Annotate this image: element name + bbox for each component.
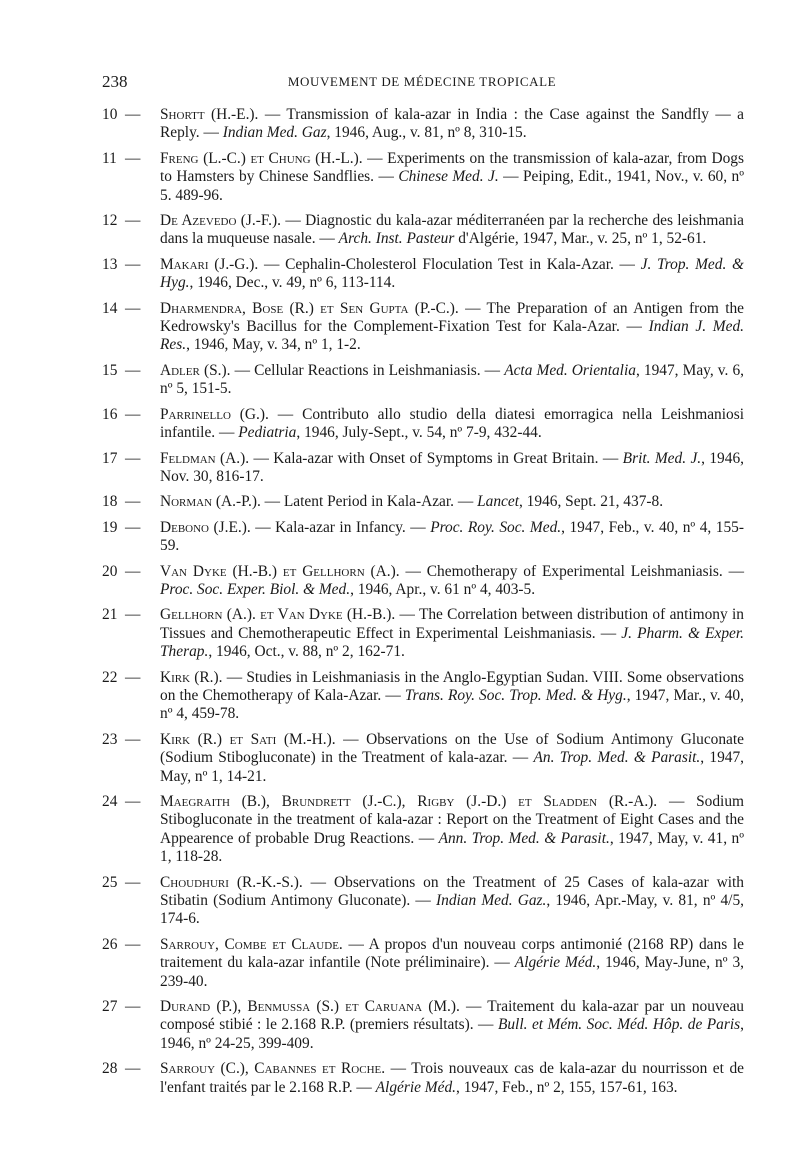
reference-entry: [102, 493, 744, 511]
reference-dash: —: [125, 449, 141, 467]
reference-details: , 1947, Feb., nº 2, 155, 157-61, 163.: [456, 1078, 678, 1096]
reference-source: Proc. Roy. Soc. Med.: [430, 518, 562, 536]
reference-authors: Van Dyke (H.-B.) et Gellhorn (A.).: [160, 562, 400, 580]
reference-title: — Trois nouveaux cas de kala-azar du nourrisson et de l'enfant traités par le 2.168 R.P. —: [160, 1060, 744, 1096]
reference-source: Indian Med. Gaz.: [436, 892, 547, 910]
reference-details: , 1946, July-Sept., v. 54, nº 7-9, 432-44.: [296, 424, 542, 442]
reference-details: , 1946, Nov. 30, 816-17.: [160, 449, 744, 485]
reference-details: , 1947, May, nº 1, 14-21.: [160, 749, 745, 785]
reference-details: — Peiping, Edit., 1941, Nov., v. 60, nº 5. 489-96.: [160, 168, 744, 204]
reference-authors: Freng (L.-C.) et Chung (H.-L.).: [160, 149, 363, 167]
reference-number: 18: [102, 493, 118, 511]
reference-dash: —: [125, 361, 141, 379]
reference-entry: [102, 1060, 744, 1097]
reference-entry: [102, 300, 744, 355]
reference-dash: —: [125, 935, 141, 953]
page-number: 238: [102, 72, 128, 91]
reference-dash: —: [125, 873, 141, 891]
reference-source: Acta Med. Orientalia: [504, 361, 636, 379]
reference-source: Indian J. Med. Res.: [160, 318, 744, 354]
reference-dash: —: [125, 149, 141, 167]
reference-number: 21: [102, 606, 118, 624]
reference-details: , 1947, May, v. 6, nº 5, 151-5.: [160, 361, 745, 398]
reference-title: — Latent Period in Kala-Azar. —: [264, 493, 474, 511]
reference-details: , 1946, Aug., v. 81, nº 8, 310-15.: [326, 124, 527, 142]
reference-source: Algérie Méd.: [514, 954, 597, 972]
reference-dash: —: [125, 998, 141, 1016]
reference-entry: [102, 450, 744, 487]
reference-entry: [102, 936, 744, 991]
reference-authors: Shortt (H.-E.).: [160, 106, 259, 123]
reference-source: Ann. Trop. Med. & Parasit.: [438, 829, 610, 847]
reference-source: Bull. et Mém. Soc. Méd. Hôp. de Paris: [497, 1016, 741, 1034]
reference-title: — Observations on the Use of Sodium Antimony Gluconate (Sodium Stibogluconate) in the Treatment of kala-azar. —: [160, 730, 744, 767]
reference-details: , 1946, Apr., v. 61 nº 4, 403-5.: [350, 580, 536, 598]
reference-authors: Makari (J.-G.).: [160, 255, 259, 273]
reference-number: 12: [102, 212, 118, 230]
reference-entry: [102, 256, 744, 293]
reference-dash: —: [125, 1060, 141, 1078]
reference-dash: —: [125, 518, 141, 536]
reference-source: Indian Med. Gaz: [222, 124, 327, 142]
reference-source: An. Trop. Med. & Parasit.: [533, 749, 701, 767]
reference-number: 13: [102, 255, 118, 273]
reference-number: 16: [102, 405, 118, 423]
reference-authors: Choudhuri (R.-K.-S.).: [160, 873, 303, 891]
reference-source: Chinese Med. J.: [398, 168, 499, 186]
reference-entry: [102, 731, 744, 786]
reference-authors: Kirk (R.) et Sati (M.-H.).: [160, 730, 336, 748]
reference-details: , 1946, nº 24-25, 399-409.: [160, 1016, 744, 1052]
reference-source: Pediatria: [238, 424, 297, 442]
reference-dash: —: [125, 793, 141, 810]
reference-number: 14: [102, 299, 118, 317]
reference-source: Proc. Soc. Exper. Biol. & Med.: [160, 580, 351, 598]
reference-details: , 1946, Sept. 21, 437-8.: [518, 493, 664, 511]
reference-authors: Norman (A.-P.).: [160, 493, 261, 511]
reference-dash: —: [125, 493, 141, 511]
reference-title: — Traitement du kala-azar par un nouveau composé stibié : le 2.168 R.P. (premiers résultats). —: [160, 998, 745, 1034]
reference-details: d'Algérie, 1947, Mar., v. 25, nº 1, 52-61.: [454, 230, 707, 248]
reference-number: 10: [102, 106, 118, 123]
reference-title: — The Correlation between distribution of antimony in Tissues and Chemotherapeutic Effect in Experimental Leishmaniasis. —: [160, 606, 744, 642]
reference-title: — Cephalin-Cholesterol Floculation Test in Kala-Azar. —: [263, 255, 635, 273]
reference-source: J. Trop. Med. & Hyg.: [160, 255, 744, 292]
reference-number: 11: [102, 149, 117, 167]
reference-entry: [102, 519, 744, 556]
reference-entry: [102, 669, 744, 724]
reference-title: — The Preparation of an Antigen from the Kedrowsky's Bacillus for the Complement-Fixation Test for Kala-Azar. —: [160, 299, 744, 336]
reference-title: — Chemotherapy of Experimental Leishmaniasis. —: [405, 562, 744, 580]
reference-entry: [102, 212, 744, 249]
reference-details: , 1947, Feb., v. 40, nº 4, 155-59.: [160, 518, 744, 555]
reference-number: 19: [102, 518, 118, 536]
reference-entry: [102, 793, 744, 867]
reference-authors: Kirk (R.).: [160, 668, 223, 686]
reference-number: 15: [102, 361, 118, 379]
reference-number: 28: [102, 1060, 118, 1078]
reference-dash: —: [125, 255, 141, 273]
reference-source: Lancet: [477, 493, 519, 511]
reference-title: — Kala-azar in Infancy. —: [255, 518, 426, 536]
reference-source: Brit. Med. J.: [622, 449, 702, 467]
reference-authors: Gellhorn (A.). et Van Dyke (H.-B.).: [160, 606, 396, 624]
reference-title: — A propos d'un nouveau corps antimonié (2168 RP) dans le traitement du kala-azar infantile (Note préliminaire). —: [160, 935, 744, 972]
reference-authors: Sarrouy, Combe et Claude.: [160, 935, 343, 953]
reference-title: — Kala-azar with Onset of Symptoms in Great Britain. —: [253, 449, 619, 467]
reference-number: 25: [102, 873, 118, 891]
reference-number: 17: [102, 449, 118, 467]
reference-source: Arch. Inst. Pasteur: [338, 230, 455, 248]
reference-number: 26: [102, 935, 118, 953]
reference-dash: —: [125, 730, 141, 748]
reference-dash: —: [125, 668, 141, 686]
running-title: MOUVEMENT DE MÉDECINE TROPICALE: [287, 74, 557, 89]
reference-dash: —: [125, 562, 141, 580]
reference-entry: [102, 406, 744, 443]
reference-details: , 1947, Mar., v. 40, nº 4, 459-78.: [160, 686, 744, 723]
reference-dash: —: [125, 405, 141, 423]
reference-details: , 1946, Dec., v. 49, nº 6, 113-114.: [189, 274, 396, 292]
reference-dash: —: [125, 606, 141, 624]
reference-title: — Cellular Reactions in Leishmaniasis. —: [234, 361, 501, 379]
page-header: [102, 72, 742, 94]
reference-entry: [102, 563, 744, 600]
reference-authors: De Azevedo (J.-F.).: [160, 212, 281, 230]
reference-entry: [102, 998, 744, 1053]
reference-details: , 1946, Apr.-May, v. 81, nº 4/5, 174-6.: [160, 892, 744, 928]
reference-dash: —: [125, 106, 141, 123]
reference-details: , 1946, May-June, nº 3, 239-40.: [160, 954, 744, 990]
reference-authors: Adler (S.).: [160, 361, 231, 379]
reference-title: — Diagnostic du kala-azar méditerranéen par la recherche des leishmania dans la muqueuse nasale. —: [160, 212, 744, 248]
reference-title: — Sodium Stibogluconate in the treatment of kala-azar : Report on the Treatment of Eight Cases and the Appearence of probable Drug Reactions. —: [160, 793, 744, 847]
reference-authors: Sarrouy (C.), Cabannes et Roche.: [160, 1060, 386, 1078]
reference-title: — Transmission of kala-azar in India : the Case against the Sandfly — a Reply. —: [160, 106, 744, 142]
reference-source: Algérie Méd.: [375, 1078, 456, 1096]
reference-details: , 1946, Oct., v. 88, nº 2, 162-71.: [208, 643, 405, 661]
reference-list: [102, 106, 744, 1104]
reference-authors: Parrinello (G.).: [160, 405, 269, 423]
reference-source: Trans. Roy. Soc. Trop. Med. & Hyg.: [404, 686, 627, 704]
reference-title: — Studies in Leishmaniasis in the Anglo-Egyptian Sudan. VIII. Some observations on the Chemotherapy of Kala-Azar. —: [160, 668, 744, 704]
reference-title: — Observations on the Treatment of 25 Cases of kala-azar with Stibatin (Sodium Antimony Gluconate). —: [160, 873, 745, 910]
reference-entry: [102, 606, 744, 661]
reference-authors: Dharmendra, Bose (R.) et Sen Gupta (P.-C.).: [160, 299, 459, 317]
reference-number: 23: [102, 730, 118, 748]
reference-authors: Maegraith (B.), Brundrett (J.-C.), Rigby (J.-D.) et Sladden (R.-A.).: [160, 793, 658, 810]
reference-entry: [102, 362, 744, 399]
reference-details: , 1947, May, v. 41, nº 1, 118-28.: [160, 829, 744, 866]
reference-number: 22: [102, 668, 118, 686]
reference-number: 24: [102, 793, 118, 810]
reference-number: 27: [102, 998, 118, 1016]
reference-source: J. Pharm. & Exper. Therap.: [160, 624, 744, 661]
reference-authors: Durand (P.), Benmussa (S.) et Caruana (M.).: [160, 998, 460, 1016]
reference-authors: Debono (J.E.).: [160, 518, 251, 536]
reference-details: , 1946, May, v. 34, nº 1, 1-2.: [186, 336, 361, 354]
reference-entry: [102, 106, 744, 143]
reference-entry: [102, 874, 744, 929]
reference-dash: —: [125, 299, 141, 317]
reference-title: — Contributo allo studio della diatesi emorragica nella Leishmaniosi infantile. —: [160, 405, 744, 442]
reference-title: — Experiments on the transmission of kala-azar, from Dogs to Hamsters by Chinese Sandflies. —: [160, 149, 744, 186]
reference-authors: Feldman (A.).: [160, 449, 250, 467]
reference-number: 20: [102, 562, 118, 580]
reference-dash: —: [125, 212, 141, 230]
reference-entry: [102, 150, 744, 205]
